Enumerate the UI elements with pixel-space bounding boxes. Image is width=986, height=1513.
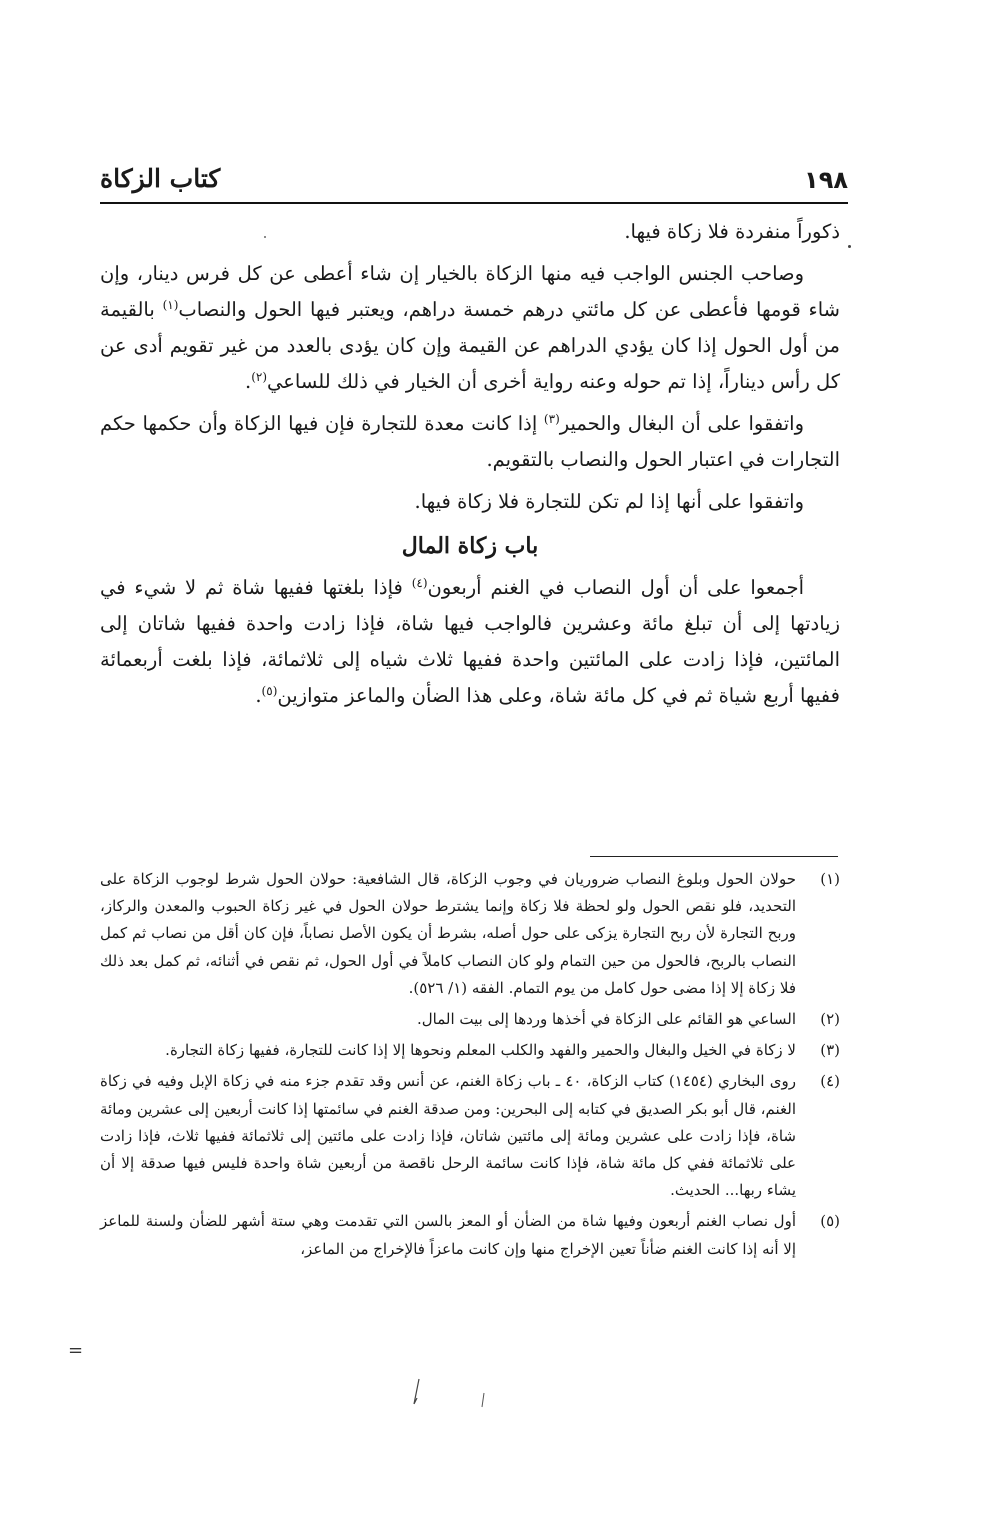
footnote-text: أول نصاب الغنم أربعون وفيها شاة من الضأن أو المعز بالسن التي تقدمت وهي ستة أشهر للضأن ولسنة للماعز إلا أنه إذا كانت الغنم ضأناً تعين الإخراج منها وإن كانت ماعزاً فالإخراج من الماعز،	[100, 1212, 796, 1258]
paragraph-3: واتفقوا على أن البغال والحمير$^{(٣)}$ إذا كانت معدة للتجارة فإن فيها الزكاة وأن حكمها حكم التجارات في اعتبار الحول والنصاب بالتقويم.	[100, 412, 840, 471]
footnote-2	[100, 1006, 840, 1033]
footnote-3	[100, 1037, 840, 1064]
footnote-number: (١)	[820, 870, 840, 888]
footnote-1	[100, 866, 840, 1002]
header-rule	[100, 202, 848, 204]
footnote-number: (٣)	[820, 1041, 840, 1060]
paragraph-5: أجمعوا على أن أول النصاب في الغنم أربعون$^{(٤)}$ فإذا بلغتها ففيها شاة ثم لا شيء في زيادتها إلى أن تبلغ مائة وعشرين فالواجب فيها شاة، فإذا زادت واحدة ففيها شاتان إلى المائتين، فإذا زادت على المائتين واحدة ففيها ثلاث شياه إلى ثلاثمائة، فإذا بلغت أربعمائة ففيها أربع شياة ثم في كل مائة شاة، وعلى هذا الضأن والماعز متوازين$^{(٥)}$.	[100, 576, 840, 707]
scan-speck	[848, 245, 851, 248]
pen-stroke-mark	[480, 1392, 486, 1408]
chapter-heading: باب زكاة المال	[401, 533, 539, 559]
paragraph-4: واتفقوا على أنها إذا لم تكن للتجارة فلا زكاة فيها.	[414, 490, 804, 513]
continuation-mark: =	[68, 1340, 84, 1361]
paragraph-2: وصاحب الجنس الواجب فيه منها الزكاة بالخيار إن شاء أعطى عن كل فرس دينار، وإن شاء قومها فأعطى عن كل مائتي درهم خمسة دراهم، ويعتبر فيها الحول والنصاب$^{(١)}$ بالقيمة من أول الحول إذا كان يؤدي الدراهم عن القيمة وإن كان يؤدى بالعدد من غير تقويم أدى عن كل رأس ديناراً، إذا تم حوله وعنه رواية أخرى أن الخيار في ذلك للساعي$^{(٢)}$.	[100, 262, 840, 393]
book-title: كتاب الزكاة	[100, 164, 221, 193]
footnote-number: (٥)	[820, 1212, 840, 1231]
footnote-5	[100, 1208, 840, 1262]
running-head	[100, 164, 848, 200]
paragraph-1: ذكوراً منفردة فلا زكاة فيها.	[624, 220, 840, 243]
footnote-ref-2[interactable]: (٢)	[251, 370, 268, 384]
footnote-text: حولان الحول وبلوغ النصاب ضروريان في وجوب الزكاة، قال الشافعية: حولان الحول شرط لوجوب الزكاة على التحديد، فلو نقص الحول ولو لحظة فلا زكاة وإنما يشترط حولان الحول في غير زكاة الحبوب والمعدن والركاز، وربح التجارة لأن ربح التجارة يزكى على حول أصله، بشرط أن يكون الأصل نصاباً، فإن كان أقل من نصاب ثم كمل النصاب بالربح، فالحول من حين التمام ولو كان النصاب كاملاً في أول الحول، ثم نقص في أثنائه، ثم كمل بعد ذلك فلا زكاة إلا إذا مضى حول كامل من يوم التمام. الفقه (١/ ٥٢٦).	[100, 870, 796, 997]
footnote-ref-1[interactable]: (١)	[162, 298, 179, 312]
pen-stroke-mark	[410, 1378, 424, 1406]
footnote-number: (٤)	[820, 1072, 840, 1091]
footnote-4	[100, 1068, 840, 1204]
footnote-ref-4[interactable]: (٤)	[411, 576, 428, 590]
footnote-separator	[590, 856, 838, 857]
footnote-text: لا زكاة في الخيل والبغال والحمير والفهد والكلب المعلم ونحوها إلا إذا كانت للتجارة، ففيها زكاة التجارة.	[165, 1041, 796, 1060]
page-number: ١٩٨	[804, 166, 848, 194]
footnote-text: الساعي هو القائم على الزكاة في أخذها وردها إلى بيت المال.	[417, 1010, 796, 1029]
footnote-ref-3[interactable]: (٣)	[543, 412, 560, 426]
footnotes	[100, 866, 840, 1267]
footnote-number: (٢)	[820, 1010, 840, 1029]
footnote-text: روى البخاري (١٤٥٤) كتاب الزكاة، ٤٠ ـ باب زكاة الغنم، عن أنس وقد تقدم جزء منه في زكاة الإبل وفيه في زكاة الغنم، قال أبو بكر الصديق في كتابه إلى البحرين: ومن صدقة الغنم في سائمتها إذا كانت أربعين إلى عشرين ومائة شاة، فإذا زادت على عشرين ومائة إلى مائتين شاتان، فإذا زادت على مائتين إلى ثلاثمائة ففيها ثلاث، فإذا زادت على ثلاثمائة ففي كل مائة شاة، فإذا كانت سائمة الرحل ناقصة من أربعين شاة واحدة فليس فيها صدقة إلا أن يشاء ربها... الحديث.	[100, 1072, 796, 1200]
footnote-ref-5[interactable]: (٥)	[261, 684, 278, 698]
main-text	[100, 210, 840, 720]
